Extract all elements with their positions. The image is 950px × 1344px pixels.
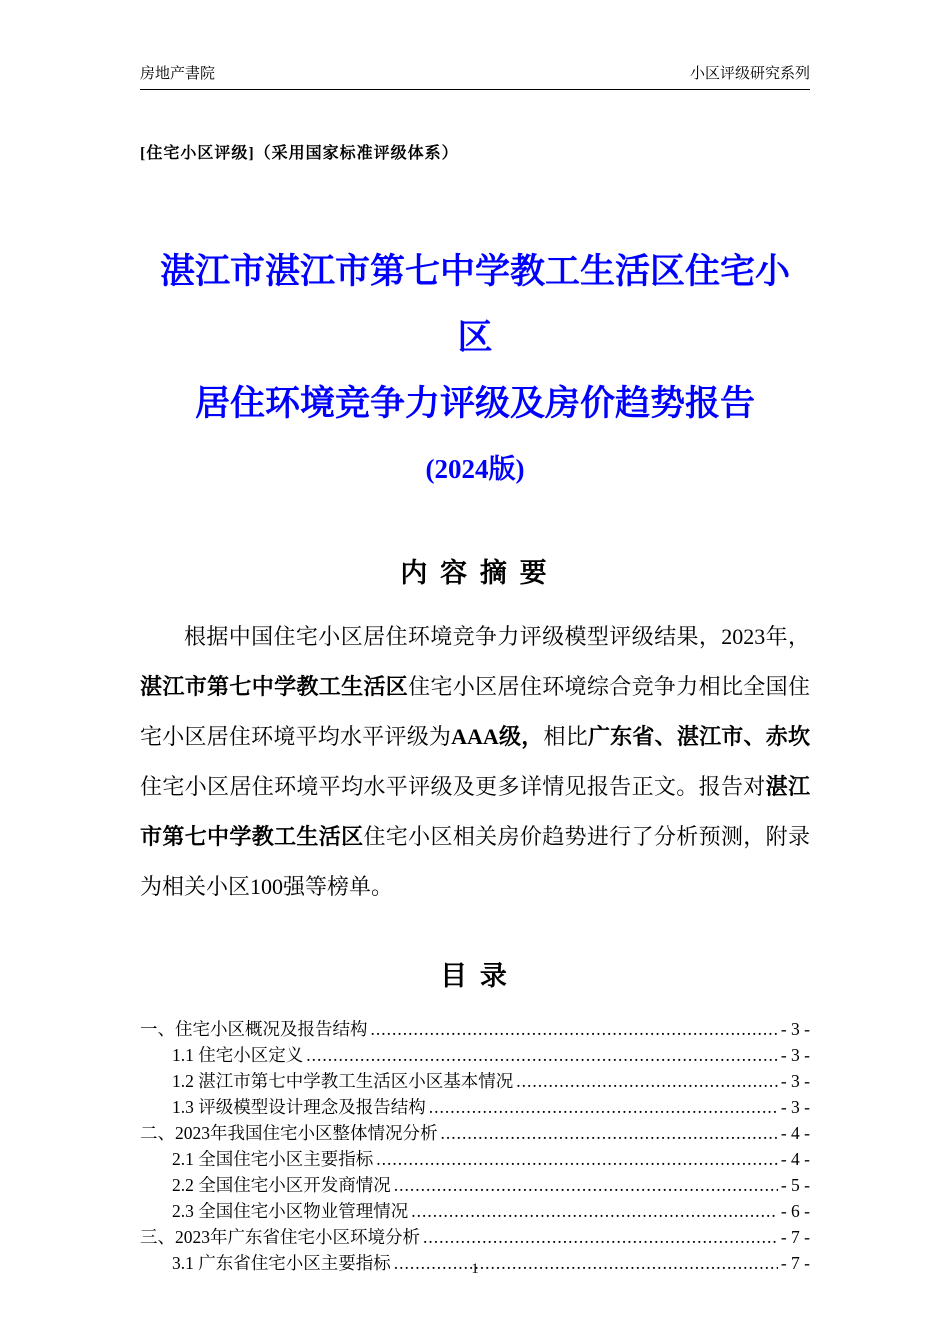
toc-entry-page: - 3 - <box>780 1096 810 1117</box>
toc-dotted-leader <box>411 1198 778 1224</box>
toc-entry-page: - 4 - <box>780 1148 810 1169</box>
header-right-text: 小区评级研究系列 <box>689 66 810 82</box>
toc-dotted-leader <box>516 1068 778 1094</box>
abstract-segment: 广东省、湛江市、赤坎 <box>587 724 810 750</box>
abstract-paragraph <box>140 612 810 912</box>
toc-dotted-leader <box>394 1172 778 1198</box>
page-header <box>140 62 810 90</box>
toc-dotted-leader <box>429 1094 778 1120</box>
title-block <box>140 239 810 489</box>
header-left-text: 房地产書院 <box>140 66 216 82</box>
report-title-line1: 湛江市湛江市第七中学教工生活区住宅小区 <box>159 252 790 357</box>
report-edition: (2024版) <box>425 454 525 484</box>
toc-dotted-leader <box>376 1146 778 1172</box>
toc-entry-label: 三、2023年广东省住宅小区环境分析 <box>140 1226 420 1247</box>
toc-entry-page: - 3 - <box>780 1070 810 1091</box>
abstract-segment: AAA级， <box>451 724 544 750</box>
toc-entry-page: - 3 - <box>780 1018 810 1039</box>
toc-entry-label: 2.1 全国住宅小区主要指标 <box>172 1148 374 1169</box>
toc-entry <box>140 1172 810 1198</box>
toc-entry <box>140 1068 810 1094</box>
abstract-segment: 住宅小区居住环境平均水平评级及更多详情见报告正文。报告对 <box>140 774 766 800</box>
toc-entry-page: - 7 - <box>780 1226 810 1247</box>
toc-dotted-leader <box>306 1042 778 1068</box>
toc-entry <box>140 1094 810 1120</box>
rating-system-note: [住宅小区评级]（采用国家标准评级体系） <box>140 145 459 162</box>
toc-entry-page: - 4 - <box>780 1122 810 1143</box>
abstract-segment: 根据中国住宅小区居住环境竞争力评级模型评级结果，2023年， <box>184 624 810 650</box>
toc-entry-label: 2.3 全国住宅小区物业管理情况 <box>172 1200 409 1221</box>
toc-entry-page: - 7 - <box>780 1252 810 1273</box>
toc-entry-label: 1.3 评级模型设计理念及报告结构 <box>172 1096 426 1117</box>
page-number: 1 <box>471 1261 479 1277</box>
abstract-segment: 湛江市第七中学教工生活区 <box>140 774 810 850</box>
report-title-line2: 居住环境竞争力评级及房价趋势报告 <box>194 384 755 423</box>
toc-entry-label: 二、2023年我国住宅小区整体情况分析 <box>140 1122 438 1143</box>
toc-dotted-leader <box>441 1120 778 1146</box>
toc-list <box>140 1016 810 1276</box>
toc-entry-label: 一、住宅小区概况及报告结构 <box>140 1018 368 1039</box>
toc-dotted-leader <box>423 1224 778 1250</box>
toc-entry <box>140 1198 810 1224</box>
toc-entry-label: 1.1 住宅小区定义 <box>172 1044 304 1065</box>
toc-entry-page: - 6 - <box>780 1200 810 1221</box>
toc-entry <box>140 1042 810 1068</box>
abstract-heading: 内 容 摘 要 <box>400 558 550 588</box>
toc-heading: 目 录 <box>440 961 510 992</box>
abstract-segment: 湛江市第七中学教工生活区 <box>140 674 409 700</box>
toc-entry <box>140 1120 810 1146</box>
toc-entry-page: - 3 - <box>780 1044 810 1065</box>
toc-dotted-leader <box>371 1016 778 1042</box>
toc-entry-label: 2.2 全国住宅小区开发商情况 <box>172 1174 391 1195</box>
toc-entry-page: - 5 - <box>780 1174 810 1195</box>
toc-entry <box>140 1016 810 1042</box>
toc-entry-label: 1.2 湛江市第七中学教工生活区小区基本情况 <box>172 1070 514 1091</box>
toc-entry-label: 3.1 广东省住宅小区主要指标 <box>172 1252 391 1273</box>
toc-entry <box>140 1146 810 1172</box>
toc-entry <box>140 1224 810 1250</box>
abstract-segment: 相比 <box>543 724 588 750</box>
abstract-segment: 住宅小区居住环境综合竞争力相比全国住宅小区居住环境平均水平评级为 <box>140 674 810 750</box>
abstract-segment: 住宅小区相关房价趋势进行了分析预测，附录为相关小区100强等榜单。 <box>140 824 810 900</box>
